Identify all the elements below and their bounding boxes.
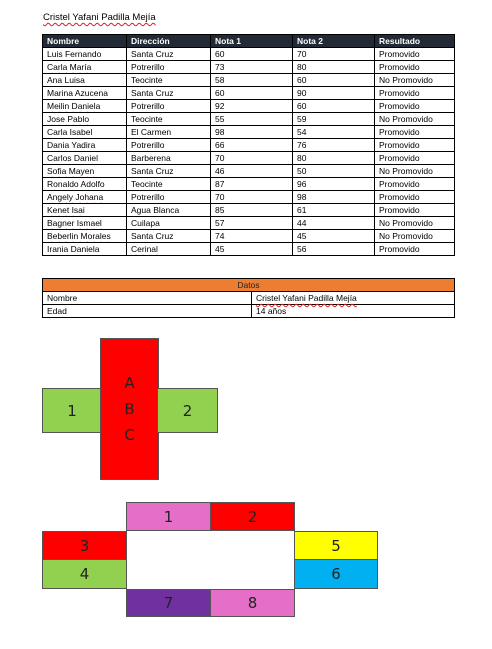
grades-header-row (43, 35, 455, 48)
cell-direccion: Teocinte (127, 113, 211, 126)
cell-nombre-text: Meilin Daniela (47, 101, 101, 111)
cell-nombre-text: Bagner Ismael (47, 218, 102, 228)
cell-direccion: Potrerillo (127, 139, 211, 152)
header-direccion: Dirección (127, 35, 211, 48)
cell-nota-2: 61 (293, 204, 375, 217)
cell-direccion: El Carmen (127, 126, 211, 139)
cell-nombre-text: Angely Johana (47, 192, 104, 202)
cell-resultado: Promovido (375, 204, 455, 217)
cell-direccion: Agua Blanca (127, 204, 211, 217)
ring-box-8 (210, 589, 295, 617)
cell-nota-1: 58 (211, 74, 293, 87)
cell-nota-1: 74 (211, 230, 293, 243)
cell-nota-1: 70 (211, 191, 293, 204)
letter-a: A (124, 374, 135, 392)
cell-nota-1: 85 (211, 204, 293, 217)
cell-direccion: Potrerillo (127, 61, 211, 74)
cell-nota-2: 80 (293, 152, 375, 165)
cell-resultado: Promovido (375, 178, 455, 191)
table-row (43, 100, 455, 113)
cell-direccion: Teocinte (127, 74, 211, 87)
cell-nombre: Dania Yadira (43, 139, 127, 152)
cell-nombre (43, 191, 127, 204)
cell-direccion (127, 243, 211, 256)
cell-direccion: Santa Cruz (127, 48, 211, 61)
cell-nota-2: 96 (293, 178, 375, 191)
header-nombre: Nombre (43, 35, 127, 48)
cell-direccion: Cuilapa (127, 217, 211, 230)
ring-box-label: 1 (163, 507, 174, 526)
cell-nota-1: 45 (211, 243, 293, 256)
cell-resultado: Promovido (375, 126, 455, 139)
cell-nota-1: 87 (211, 178, 293, 191)
table-row (43, 61, 455, 74)
cell-resultado: Promovido (375, 152, 455, 165)
ring-box-label: 3 (79, 536, 90, 555)
cell-nombre (43, 217, 127, 230)
table-row (43, 178, 455, 191)
cell-nota-1: 55 (211, 113, 293, 126)
cell-nota-2: 60 (293, 100, 375, 113)
cell-nota-2: 60 (293, 74, 375, 87)
document-title (43, 12, 156, 23)
cell-resultado: No Promovido (375, 74, 455, 87)
table-row (43, 243, 455, 256)
cell-nombre: Luis Fernando (43, 48, 127, 61)
title-text: Cristel Yafani Padilla Mejía (43, 12, 156, 23)
cell-nota-2: 45 (293, 230, 375, 243)
cell-nombre (43, 165, 127, 178)
cell-nombre-text: Carla María (47, 62, 92, 72)
cross-center-box (100, 338, 159, 480)
cell-nombre: Irania Daniela (43, 243, 127, 256)
cell-nombre-text: Kenet Isai (47, 205, 85, 215)
ring-box-5 (294, 531, 378, 560)
ring-box-3 (42, 531, 127, 560)
cell-nombre: Ronaldo Adolfo (43, 178, 127, 191)
cell-resultado: Promovido (375, 139, 455, 152)
cell-nota-2: 44 (293, 217, 375, 230)
table-row (43, 87, 455, 100)
datos-table (42, 278, 455, 318)
ring-box-label: 2 (247, 507, 258, 526)
ring-box-7 (126, 589, 211, 617)
ring-box-label: 5 (331, 536, 341, 555)
cross-left-box (42, 388, 102, 433)
cell-nota-2: 59 (293, 113, 375, 126)
table-row (43, 191, 455, 204)
cell-resultado: No Promovido (375, 113, 455, 126)
header-nota-2: Nota 2 (293, 35, 375, 48)
cell-nota-1: 46 (211, 165, 293, 178)
cell-direccion: Potrerillo (127, 191, 211, 204)
cell-nombre: Marina Azucena (43, 87, 127, 100)
ring-box-label: 7 (163, 594, 174, 612)
datos-header: Datos (43, 279, 455, 292)
cell-nombre-text: Beberlin Morales (47, 231, 111, 241)
cell-nota-2: 70 (293, 48, 375, 61)
ring-box-6 (294, 559, 378, 589)
cell-resultado: Promovido (375, 100, 455, 113)
ring-box-label: 4 (79, 565, 90, 583)
cell-nombre: Carla Isabel (43, 126, 127, 139)
cell-nota-1: 92 (211, 100, 293, 113)
cell-direccion: Potrerillo (127, 100, 211, 113)
table-row (43, 48, 455, 61)
cell-resultado: Promovido (375, 61, 455, 74)
cell-direccion-text: Cerinal (131, 244, 158, 254)
cell-nombre (43, 204, 127, 217)
ring-box-2 (210, 502, 295, 531)
datos-label: Edad (43, 305, 252, 318)
datos-value-text: Cristel Yafani Padilla Mejía (256, 293, 357, 303)
cell-direccion: Teocinte (127, 178, 211, 191)
cell-nombre-text: Sofia Mayen (47, 166, 95, 176)
cell-nota-2: 50 (293, 165, 375, 178)
cell-direccion: Barberena (127, 152, 211, 165)
cell-nota-2: 98 (293, 191, 375, 204)
cell-nombre (43, 61, 127, 74)
cell-resultado: Promovido (375, 191, 455, 204)
cross-left-label: 1 (67, 401, 77, 420)
ring-box-label: 6 (331, 565, 341, 583)
cell-nota-1: 60 (211, 87, 293, 100)
cell-nombre (43, 100, 127, 113)
cell-direccion: Santa Cruz (127, 230, 211, 243)
grades-table (42, 34, 455, 256)
table-row (43, 230, 455, 243)
datos-value (252, 292, 455, 305)
datos-label: Nombre (43, 292, 252, 305)
cell-resultado: No Promovido (375, 217, 455, 230)
cell-nota-1: 70 (211, 152, 293, 165)
letter-b: B (124, 400, 135, 418)
cell-nombre-text: Jose Pablo (47, 114, 90, 124)
ring-box-4 (42, 559, 127, 589)
cell-nota-1: 57 (211, 217, 293, 230)
cell-nombre (43, 230, 127, 243)
cell-resultado: Promovido (375, 243, 455, 256)
table-row (43, 113, 455, 126)
header-resultado: Resultado (375, 35, 455, 48)
cell-nombre: Ana Luisa (43, 74, 127, 87)
table-row (43, 74, 455, 87)
cell-nota-2: 56 (293, 243, 375, 256)
cross-right-label: 2 (182, 401, 193, 420)
cell-nota-2: 80 (293, 61, 375, 74)
cell-nombre (43, 113, 127, 126)
table-row (43, 139, 455, 152)
cell-direccion: Santa Cruz (127, 87, 211, 100)
cell-nota-2: 54 (293, 126, 375, 139)
cell-resultado: No Promovido (375, 230, 455, 243)
cell-nota-1: 66 (211, 139, 293, 152)
table-row (43, 165, 455, 178)
datos-row (43, 292, 455, 305)
cell-nota-1: 98 (211, 126, 293, 139)
table-row (43, 126, 455, 139)
table-row (43, 217, 455, 230)
cell-direccion: Santa Cruz (127, 165, 211, 178)
cell-resultado: Promovido (375, 48, 455, 61)
letter-c: C (124, 426, 135, 444)
cross-right-box (157, 388, 218, 433)
table-row (43, 152, 455, 165)
cell-nota-1: 73 (211, 61, 293, 74)
header-nota-1: Nota 1 (211, 35, 293, 48)
datos-value: 14 años (252, 305, 455, 318)
ring-box-1 (126, 502, 211, 531)
cell-nota-1: 60 (211, 48, 293, 61)
cell-nombre: Carlos Daniel (43, 152, 127, 165)
datos-row (43, 305, 455, 318)
ring-box-label: 8 (247, 594, 258, 612)
cell-nota-2: 76 (293, 139, 375, 152)
table-row (43, 204, 455, 217)
cell-nota-2: 90 (293, 87, 375, 100)
cell-resultado: Promovido (375, 87, 455, 100)
cell-resultado: No Promovido (375, 165, 455, 178)
